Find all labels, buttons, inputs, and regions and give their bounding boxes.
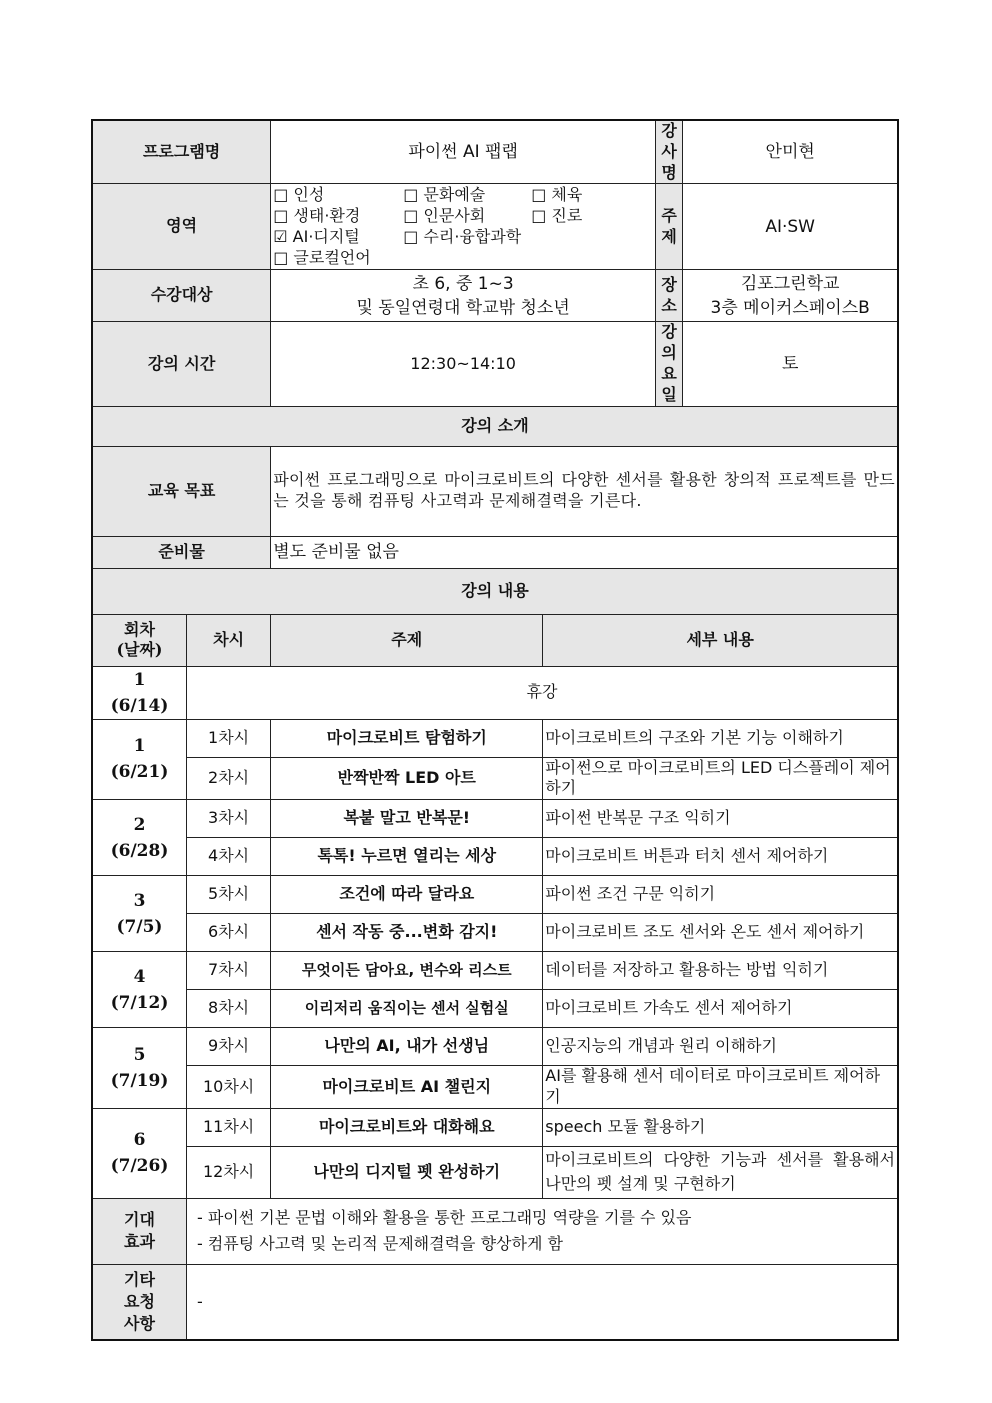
day-value: 토 bbox=[683, 322, 898, 406]
area-option: □ 문화예술 bbox=[403, 185, 486, 205]
round-date: (6/21) bbox=[110, 762, 169, 783]
round-date: (7/26) bbox=[110, 1156, 169, 1177]
program-label: 프로그램명 bbox=[92, 120, 271, 184]
round-cell bbox=[92, 719, 186, 800]
target-line1: 초 6, 중 1~3 bbox=[412, 273, 514, 294]
round-no: 2 bbox=[133, 814, 146, 835]
instructor-value: 안미현 bbox=[683, 120, 898, 184]
round-cell bbox=[92, 952, 186, 1028]
round-cell bbox=[92, 1108, 186, 1198]
session-no: 10차시 bbox=[186, 1066, 270, 1109]
area-option-row bbox=[273, 185, 653, 206]
session-detail: speech 모듈 활용하기 bbox=[543, 1108, 898, 1146]
session-no: 4차시 bbox=[186, 838, 270, 876]
session-topic: 반짝반짝 LED 아트 bbox=[271, 757, 543, 800]
place-label: 장소 bbox=[656, 270, 683, 322]
col-session-header: 차시 bbox=[186, 614, 270, 666]
etc-label-line2: 요청 bbox=[124, 1292, 155, 1312]
effect-line1: - 파이썬 기본 문법 이해와 활용을 통한 프로그래밍 역량을 기를 수 있음 bbox=[196, 1208, 692, 1228]
target-label: 수강대상 bbox=[92, 270, 271, 322]
holiday-text: 휴강 bbox=[186, 666, 898, 719]
session-detail: 마이크로비트 버튼과 터치 센서 제어하기 bbox=[543, 838, 898, 876]
session-no: 2차시 bbox=[186, 757, 270, 800]
instructor-label-cell bbox=[656, 120, 683, 184]
area-option: □ 생태·환경 bbox=[273, 206, 361, 226]
session-detail: 파이썬 반복문 구조 익히기 bbox=[543, 800, 898, 838]
round-date: (7/5) bbox=[116, 916, 163, 937]
area-option-checked: ☑ AI·디지털 bbox=[273, 226, 360, 246]
holiday-round-no: 1 bbox=[133, 669, 146, 690]
session-detail: 마이크로비트의 다양한 기능과 센서를 활용해서 나만의 펫 설계 및 구현하기 bbox=[543, 1146, 898, 1198]
area-option: □ 수리·융합과학 bbox=[403, 226, 522, 246]
holiday-date: (6/14) bbox=[110, 695, 169, 716]
session-detail: 마이크로비트 가속도 센서 제어하기 bbox=[543, 990, 898, 1028]
area-option: □ 글로컬언어 bbox=[273, 247, 371, 267]
round-date: (7/19) bbox=[110, 1070, 169, 1091]
session-topic: 복붙 말고 반복문! bbox=[271, 800, 543, 838]
session-no: 7차시 bbox=[186, 952, 270, 990]
target-value bbox=[271, 270, 656, 322]
round-cell bbox=[92, 800, 186, 876]
session-no: 11차시 bbox=[186, 1108, 270, 1146]
place-line2: 3층 메이커스페이스B bbox=[710, 297, 870, 318]
round-no: 1 bbox=[133, 736, 146, 757]
day-label: 강의 요일 bbox=[656, 322, 683, 406]
session-no: 3차시 bbox=[186, 800, 270, 838]
program-value: 파이썬 AI 팹랩 bbox=[271, 120, 656, 184]
session-topic: 톡톡! 누르면 열리는 세상 bbox=[271, 838, 543, 876]
effect-label-line2: 효과 bbox=[124, 1232, 155, 1252]
etc-label bbox=[92, 1264, 186, 1340]
round-no: 6 bbox=[133, 1130, 146, 1151]
goal-label: 교육 목표 bbox=[92, 446, 271, 536]
effect-line2: - 컴퓨팅 사고력 및 논리적 문제해결력을 향상하게 함 bbox=[196, 1234, 563, 1254]
round-no: 4 bbox=[133, 966, 146, 987]
session-no: 1차시 bbox=[186, 719, 270, 757]
col-detail-header: 세부 내용 bbox=[543, 614, 898, 666]
session-no: 8차시 bbox=[186, 990, 270, 1028]
effect-text bbox=[186, 1198, 898, 1264]
area-option: □ 진로 bbox=[531, 206, 583, 226]
session-topic: 조건에 따라 달라요 bbox=[271, 876, 543, 914]
session-detail: 마이크로비트의 구조와 기본 기능 이해하기 bbox=[543, 719, 898, 757]
col-round-line1: 회차 bbox=[124, 620, 155, 640]
prep-label: 준비물 bbox=[92, 536, 271, 568]
time-value: 12:30~14:10 bbox=[271, 322, 656, 406]
session-topic: 마이크로비트 AI 챌린지 bbox=[271, 1066, 543, 1109]
round-cell bbox=[92, 1028, 186, 1109]
area-option: □ 체육 bbox=[531, 185, 583, 205]
goal-text: 파이썬 프로그래밍으로 마이크로비트의 다양한 센서를 활용한 창의적 프로젝트를 만드는 것을 통해 컴퓨팅 사고력과 문제해결력을 기른다. bbox=[271, 446, 898, 536]
round-cell bbox=[92, 876, 186, 952]
area-option: □ 인문사회 bbox=[403, 206, 486, 226]
area-option-row bbox=[273, 206, 653, 227]
prep-value: 별도 준비물 없음 bbox=[271, 536, 898, 568]
effect-label bbox=[92, 1198, 186, 1264]
target-line2: 및 동일연령대 학교밖 청소년 bbox=[356, 297, 570, 318]
session-topic: 이리저리 움직이는 센서 실험실 bbox=[271, 990, 543, 1028]
area-options bbox=[271, 184, 656, 270]
session-topic: 센서 작동 중...변화 감지! bbox=[271, 914, 543, 952]
holiday-round bbox=[92, 666, 186, 719]
session-detail: 인공지능의 개념과 원리 이해하기 bbox=[543, 1028, 898, 1066]
col-round-line2: (날짜) bbox=[116, 640, 163, 660]
session-detail: 데이터를 저장하고 활용하는 방법 익히기 bbox=[543, 952, 898, 990]
session-no: 9차시 bbox=[186, 1028, 270, 1066]
session-topic: 나만의 디지털 펫 완성하기 bbox=[271, 1146, 543, 1198]
round-no: 5 bbox=[133, 1044, 146, 1065]
session-detail: 파이썬으로 마이크로비트의 LED 디스플레이 제어하기 bbox=[543, 757, 898, 800]
round-date: (6/28) bbox=[110, 840, 169, 861]
session-detail: 마이크로비트 조도 센서와 온도 센서 제어하기 bbox=[543, 914, 898, 952]
content-heading: 강의 내용 bbox=[92, 568, 898, 614]
place-value bbox=[683, 270, 898, 322]
etc-label-line1: 기타 bbox=[124, 1270, 155, 1290]
col-round-header bbox=[92, 614, 186, 666]
program-table bbox=[91, 119, 899, 1341]
round-date: (7/12) bbox=[110, 992, 169, 1013]
session-detail: AI를 활용해 센서 데이터로 마이크로비트 제어하기 bbox=[543, 1066, 898, 1109]
session-topic: 나만의 AI, 내가 선생님 bbox=[271, 1028, 543, 1066]
theme-label: 주제 bbox=[656, 184, 683, 270]
intro-heading: 강의 소개 bbox=[92, 406, 898, 446]
time-label: 강의 시간 bbox=[92, 322, 271, 406]
area-option-row bbox=[273, 248, 653, 269]
area-option: □ 인성 bbox=[273, 185, 325, 205]
theme-value: AI·SW bbox=[683, 184, 898, 270]
effect-label-line1: 기대 bbox=[124, 1210, 155, 1230]
session-topic: 마이크로비트와 대화해요 bbox=[271, 1108, 543, 1146]
round-no: 3 bbox=[133, 890, 146, 911]
session-topic: 무엇이든 담아요, 변수와 리스트 bbox=[271, 952, 543, 990]
session-no: 5차시 bbox=[186, 876, 270, 914]
area-label: 영역 bbox=[92, 184, 271, 270]
session-detail: 파이썬 조건 구문 익히기 bbox=[543, 876, 898, 914]
place-line1: 김포그린학교 bbox=[740, 273, 840, 294]
col-topic-header: 주제 bbox=[271, 614, 543, 666]
etc-value: - bbox=[186, 1264, 898, 1340]
instructor-label-text: 강사명 bbox=[661, 121, 677, 182]
session-topic: 마이크로비트 탐험하기 bbox=[271, 719, 543, 757]
session-no: 12차시 bbox=[186, 1146, 270, 1198]
session-no: 6차시 bbox=[186, 914, 270, 952]
etc-label-line3: 사항 bbox=[124, 1314, 155, 1334]
area-option-row bbox=[273, 227, 653, 248]
